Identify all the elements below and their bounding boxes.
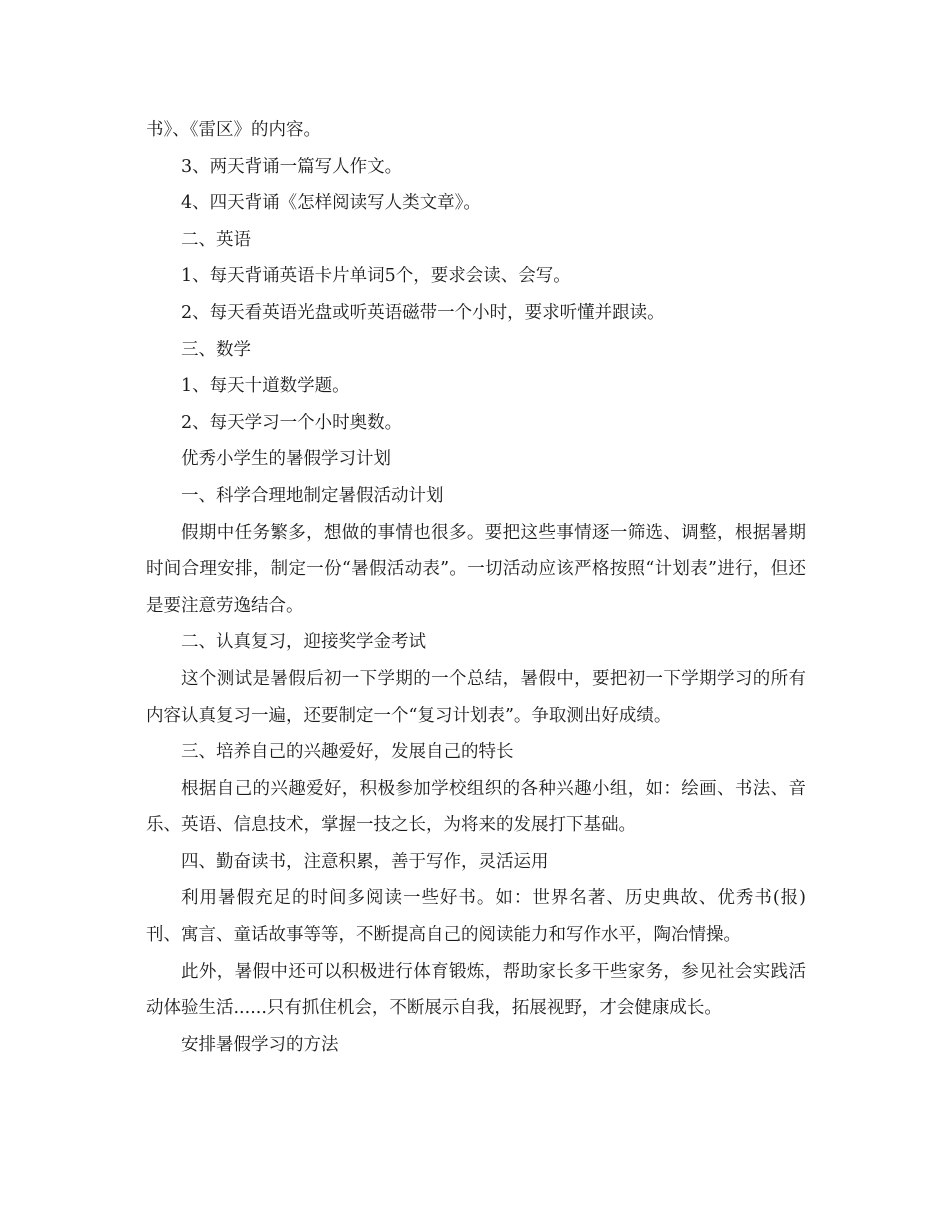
paragraph-continuation: 书》、《雷区》的内容。	[146, 120, 321, 140]
body-paragraph-2: 这个测试是暑假后初一下学期的一个总结，暑假中，要把初一下学期学习的所有内容认真复习一遍，还要制定一个“复习计划表”。争取测出好成绩。	[146, 668, 806, 726]
section-heading-english: 二、英语	[181, 229, 251, 250]
section-heading-1: 一、科学合理地制定暑假活动计划	[181, 485, 444, 506]
section-heading-math: 三、数学	[181, 339, 251, 360]
list-item-english-1: 1、每天背诵英语卡片单词5个，要求会读、会写。	[181, 266, 571, 287]
section-heading-3: 三、培养自己的兴趣爱好，发展自己的特长	[181, 742, 514, 763]
body-paragraph-4: 利用暑假充足的时间多阅读一些好书。如：世界名著、历史典故、优秀书(报)刊、寓言、童话故事等等，不断提高自己的阅读能力和写作水平，陶冶情操。	[146, 888, 806, 946]
list-item-chinese-4: 4、四天背诵《怎样阅读写人类文章》。	[181, 193, 481, 214]
list-item-math-1: 1、每天十道数学题。	[181, 376, 350, 397]
section-heading-2: 二、认真复习，迎接奖学金考试	[181, 632, 426, 653]
document-body	[146, 112, 806, 1063]
section-heading-4: 四、勤奋读书，注意积累，善于写作，灵活运用	[181, 851, 549, 872]
body-paragraph-3: 根据自己的兴趣爱好，积极参加学校组织的各种兴趣小组，如：绘画、书法、音乐、英语、信息技术，掌握一技之长，为将来的发展打下基础。	[146, 778, 806, 836]
list-item-math-2: 2、每天学习一个小时奥数。	[181, 412, 403, 433]
section-heading-methods: 安排暑假学习的方法	[181, 1034, 339, 1055]
body-paragraph-1: 假期中任务繁多，想做的事情也很多。要把这些事情逐一筛选、调整，根据暑期时间合理安排，制定一份“暑假活动表”。一切活动应该严格按照“计划表”进行，但还是要注意劳逸结合。	[146, 522, 806, 616]
list-item-chinese-3: 3、两天背诵一篇写人作文。	[181, 156, 403, 177]
body-paragraph-5: 此外，暑假中还可以积极进行体育锻炼，帮助家长多干些家务，参见社会实践活动体验生活......只有抓住机会，不断展示自我，拓展视野，才会健康成长。	[146, 961, 806, 1019]
article-title: 优秀小学生的暑假学习计划	[181, 449, 391, 470]
list-item-english-2: 2、每天看英语光盘或听英语磁带一个小时，要求听懂并跟读。	[181, 302, 665, 323]
